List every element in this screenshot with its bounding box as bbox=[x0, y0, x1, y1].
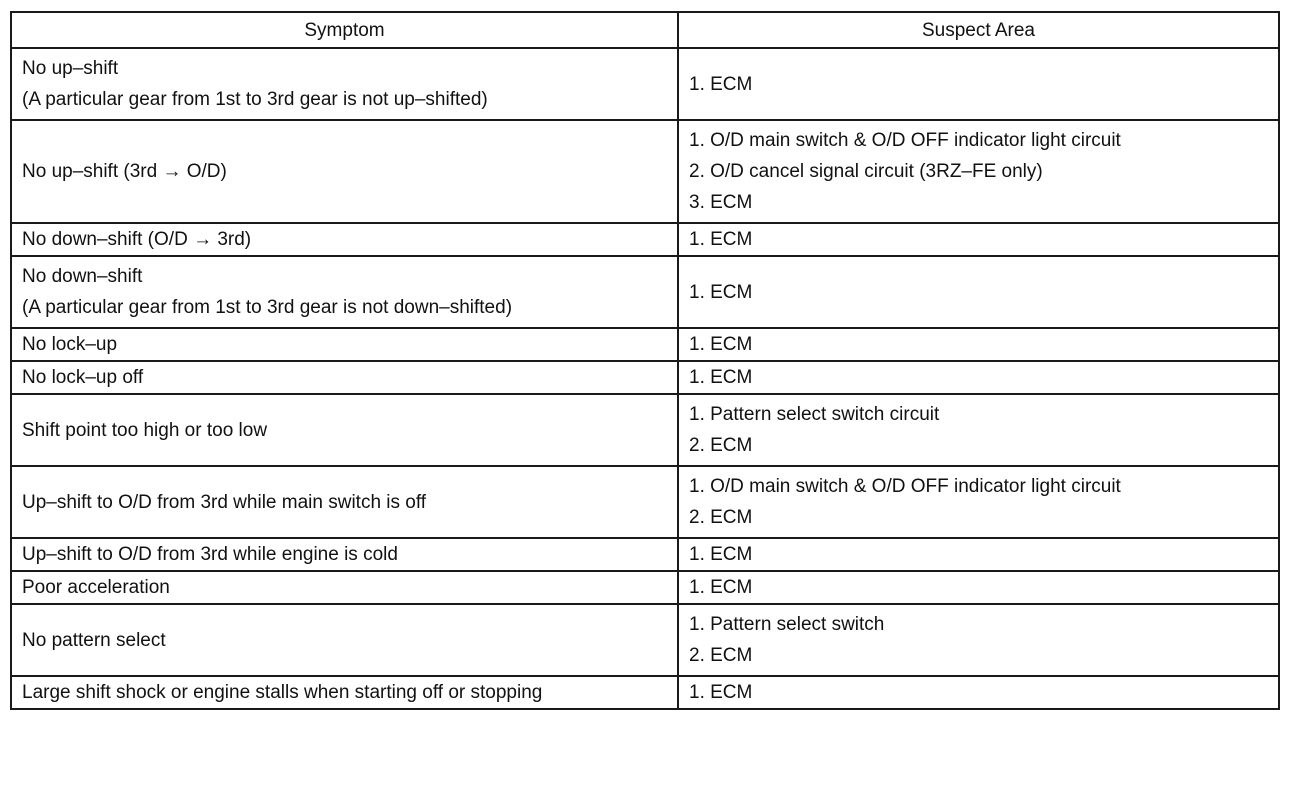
suspect-area-cell bbox=[678, 48, 1279, 120]
suspect-area-text: 1. ECM bbox=[689, 577, 753, 598]
table-row bbox=[11, 120, 1279, 223]
suspect-area-cell bbox=[678, 538, 1279, 571]
symptom-text: No down–shift (O/D → 3rd) bbox=[22, 229, 252, 250]
table-row bbox=[11, 466, 1279, 538]
symptom-text: Large shift shock or engine stalls when starting off or stopping bbox=[22, 682, 543, 703]
suspect-area-text: 2. ECM bbox=[689, 645, 753, 666]
suspect-area-text: 2. ECM bbox=[689, 435, 753, 456]
symptom-text: (A particular gear from 1st to 3rd gear is not up–shifted) bbox=[22, 89, 488, 110]
symptom-cell bbox=[11, 466, 678, 538]
table-row bbox=[11, 538, 1279, 571]
table-row bbox=[11, 604, 1279, 676]
symptom-cell bbox=[11, 48, 678, 120]
suspect-area-cell bbox=[678, 466, 1279, 538]
symptom-cell bbox=[11, 571, 678, 604]
symptom-table-sheet bbox=[10, 11, 1280, 710]
table-row bbox=[11, 223, 1279, 256]
symptom-cell bbox=[11, 256, 678, 328]
table-row bbox=[11, 676, 1279, 709]
symptom-text: Up–shift to O/D from 3rd while main switch is off bbox=[22, 491, 427, 513]
suspect-area-text: 1. ECM bbox=[689, 334, 753, 355]
symptom-cell bbox=[11, 676, 678, 709]
header-symptom: Symptom bbox=[11, 12, 678, 48]
suspect-area-text: 1. ECM bbox=[689, 682, 753, 703]
symptom-text: No pattern select bbox=[22, 629, 166, 651]
suspect-area-text: 1. ECM bbox=[689, 73, 753, 95]
header-suspect-area: Suspect Area bbox=[678, 12, 1279, 48]
symptom-text: Poor acceleration bbox=[22, 577, 170, 598]
suspect-area-cell bbox=[678, 571, 1279, 604]
symptom-text: No lock–up bbox=[22, 334, 118, 355]
symptom-text: No down–shift bbox=[22, 266, 143, 287]
suspect-area-text: 1. O/D main switch & O/D OFF indicator light circuit bbox=[689, 476, 1121, 497]
suspect-area-cell bbox=[678, 604, 1279, 676]
table-header-row bbox=[11, 12, 1279, 48]
symptom-cell bbox=[11, 120, 678, 223]
table-body bbox=[11, 48, 1279, 709]
suspect-area-text: 2. ECM bbox=[689, 507, 753, 528]
symptom-cell bbox=[11, 604, 678, 676]
suspect-area-cell bbox=[678, 394, 1279, 466]
symptom-cell bbox=[11, 223, 678, 256]
suspect-area-text: 1. ECM bbox=[689, 281, 753, 303]
table-row bbox=[11, 328, 1279, 361]
symptom-suspect-table bbox=[10, 11, 1280, 710]
suspect-area-cell bbox=[678, 361, 1279, 394]
symptom-text: No up–shift bbox=[22, 58, 119, 79]
suspect-area-cell bbox=[678, 328, 1279, 361]
suspect-area-text: 1. O/D main switch & O/D OFF indicator light circuit bbox=[689, 130, 1121, 151]
symptom-text: (A particular gear from 1st to 3rd gear is not down–shifted) bbox=[22, 297, 513, 318]
table-row bbox=[11, 571, 1279, 604]
suspect-area-cell bbox=[678, 676, 1279, 709]
symptom-text: Up–shift to O/D from 3rd while engine is cold bbox=[22, 544, 398, 565]
suspect-area-text: 1. Pattern select switch bbox=[689, 614, 885, 635]
suspect-area-text: 1. Pattern select switch circuit bbox=[689, 404, 940, 425]
symptom-cell bbox=[11, 394, 678, 466]
suspect-area-text: 1. ECM bbox=[689, 544, 753, 565]
table-row bbox=[11, 394, 1279, 466]
table-row bbox=[11, 48, 1279, 120]
suspect-area-cell bbox=[678, 256, 1279, 328]
symptom-text: No up–shift (3rd → O/D) bbox=[22, 161, 227, 182]
suspect-area-cell bbox=[678, 120, 1279, 223]
table-row bbox=[11, 256, 1279, 328]
suspect-area-cell bbox=[678, 223, 1279, 256]
symptom-cell bbox=[11, 328, 678, 361]
table-row bbox=[11, 361, 1279, 394]
symptom-text: No lock–up off bbox=[22, 367, 144, 388]
symptom-cell bbox=[11, 538, 678, 571]
suspect-area-text: 2. O/D cancel signal circuit (3RZ–FE only) bbox=[689, 161, 1043, 182]
suspect-area-text: 1. ECM bbox=[689, 229, 753, 250]
symptom-cell bbox=[11, 361, 678, 394]
suspect-area-text: 3. ECM bbox=[689, 192, 753, 213]
suspect-area-text: 1. ECM bbox=[689, 367, 753, 388]
symptom-text: Shift point too high or too low bbox=[22, 419, 268, 441]
